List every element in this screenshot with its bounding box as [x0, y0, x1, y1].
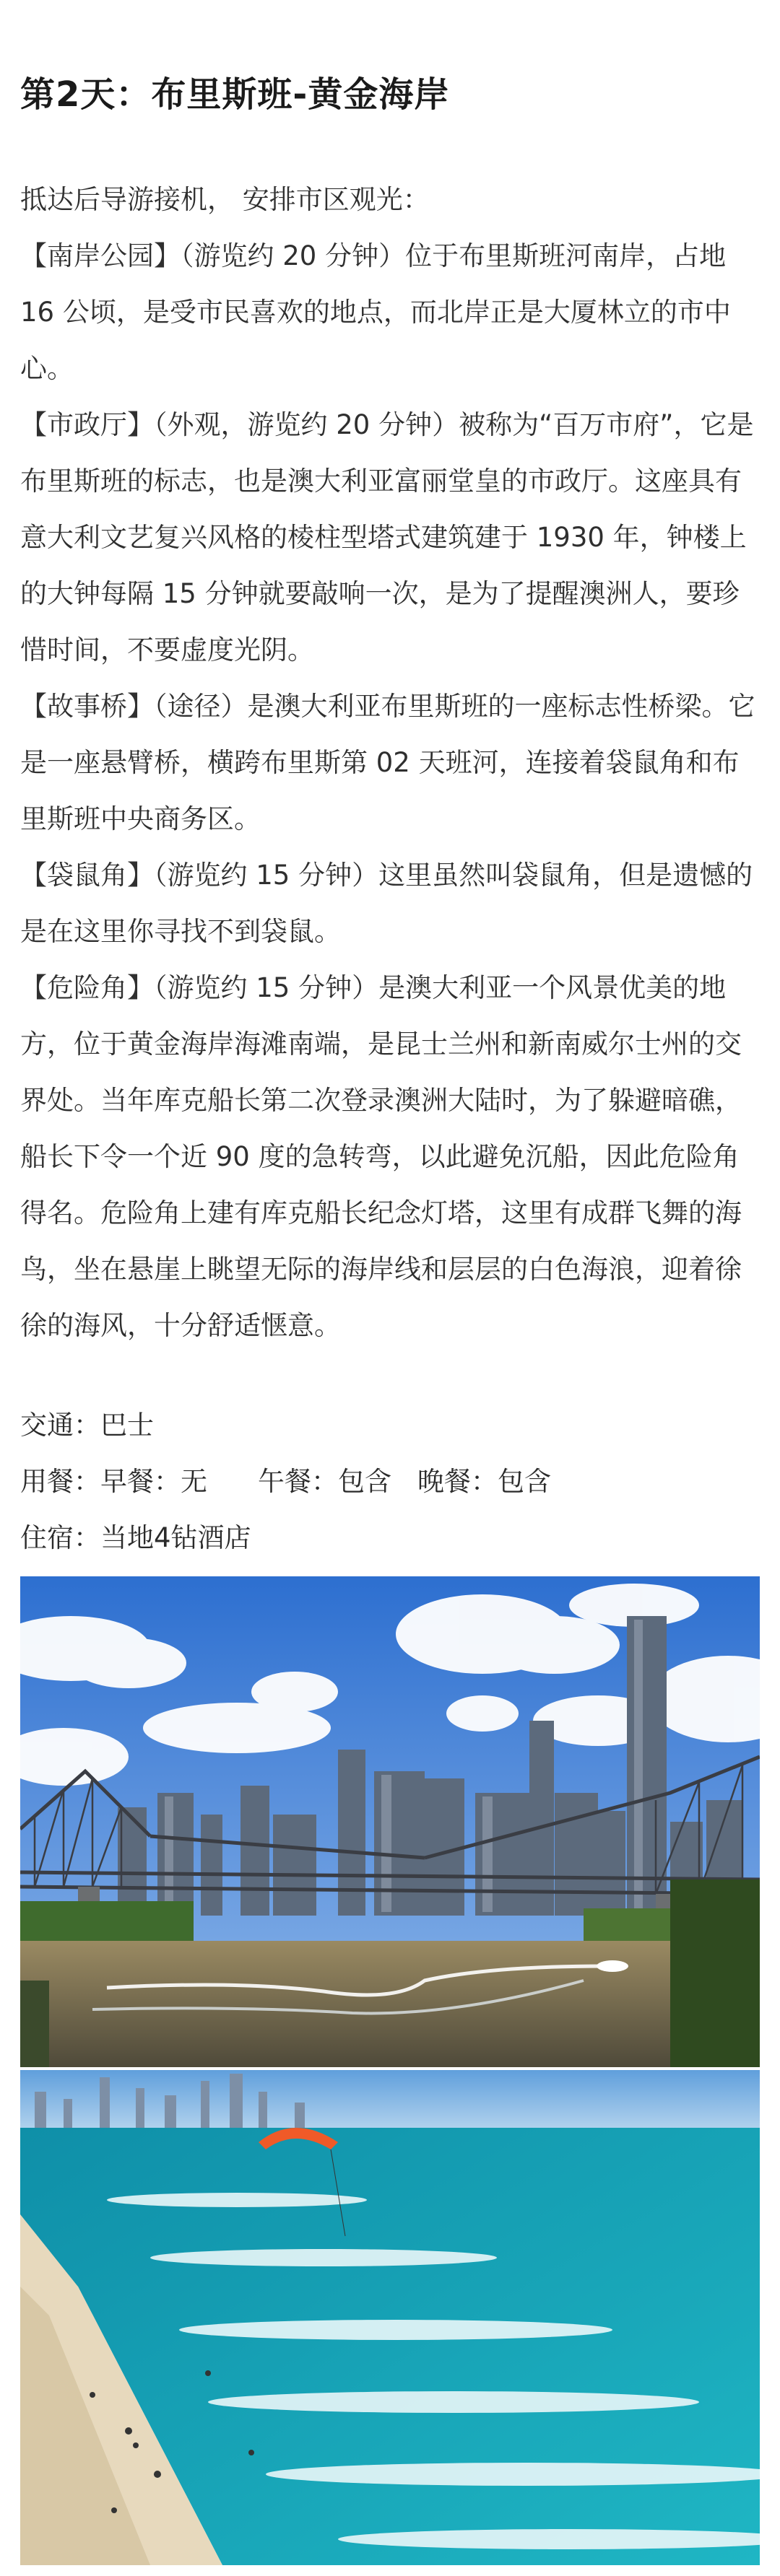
- day-title: 第2天：布里斯班-黄金海岸: [20, 74, 450, 115]
- lunch-info: 午餐：包含: [258, 1466, 391, 1497]
- city-hall-paragraph: 【市政厅】（外观，游览约 20 分钟）被称为“百万市府”，它是布里斯班的标志，也是澳大利亚富丽堂皇的市政厅。这座具有意大利文艺复兴风格的棱柱型塔式建筑建于 1930 年，钟楼上的大钟每隔 15 分钟就要敲响一次，是为了提醒澳洲人，要珍惜时间，不要虚度光阴。: [20, 409, 754, 665]
- dinner-info: 晚餐：包含: [417, 1466, 551, 1497]
- brisbane-story-bridge-photo: [20, 1576, 760, 2067]
- story-bridge-paragraph: 【故事桥】（途径）是澳大利亚布里斯班的一座标志性桥梁。它是一座悬臂桥，横跨布里斯第 02 天班河，连接着袋鼠角和布里斯班中央商务区。: [20, 691, 755, 834]
- meals-info: [20, 1454, 551, 1510]
- gold-coast-beach-photo: [20, 2070, 760, 2565]
- point-danger-paragraph: 【危险角】（游览约 15 分钟）是澳大利亚一个风景优美的地方，位于黄金海岸海滩南端，是昆士兰州和新南威尔士州的交界处。当年库克船长第二次登录澳洲大陆时，为了躲避暗礁，船长下令一个近 90 度的急转弯，以此避免沉船，因此危险角得名。危险角上建有库克船长纪念灯塔，这里有成群飞舞的海鸟，坐在悬崖上眺望无际的海岸线和层层的白色海浪，迎着徐徐的海风，十分舒适惬意。: [20, 972, 742, 1341]
- south-bank-paragraph: 【南岸公园】（游览约 20 分钟）位于布里斯班河南岸，占地 16 公顷，是受市民喜欢的地点，而北岸正是大厦林立的市中心。: [20, 240, 731, 384]
- breakfast-info: 用餐：早餐：无: [20, 1466, 207, 1497]
- transport-info: 交通：巴士: [20, 1410, 154, 1441]
- kangaroo-point-paragraph: 【袋鼠角】（游览约 15 分钟）这里虽然叫袋鼠角，但是遗憾的是在这里你寻找不到袋鼠。: [20, 860, 753, 947]
- intro-paragraph: 抵达后导游接机， 安排市区观光：: [20, 184, 430, 215]
- hotel-info: 住宿：当地4钻酒店: [20, 1522, 251, 1553]
